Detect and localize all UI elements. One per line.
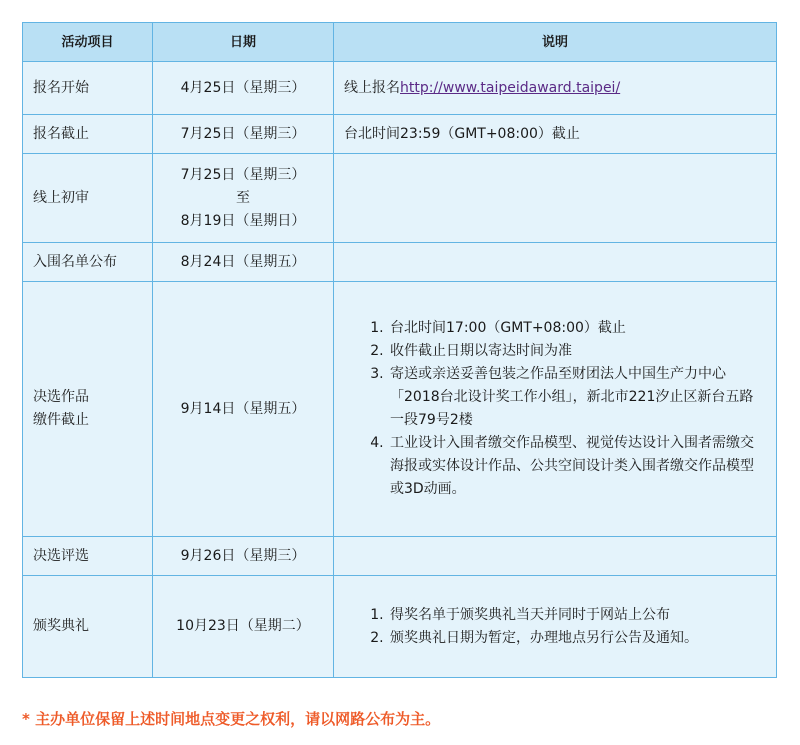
list-item: 1. 得奖名单于颁奖典礼当天并同时于网站上公布 <box>388 604 766 627</box>
date-line: 7月25日（星期三） <box>180 166 306 183</box>
description-cell <box>334 243 777 282</box>
date-line: 9月14日（星期五） <box>180 400 306 417</box>
event-cell: 线上初审 <box>23 154 153 243</box>
table-row <box>23 576 777 678</box>
list-item: 3. 寄送或亲送妥善包装之作品至财团法人中国生产力中心「2018台北设计奖工作小组」，新北市221汐止区新台五路一段79号2楼 <box>388 363 766 432</box>
date-cell <box>153 243 334 282</box>
header-row <box>23 23 777 62</box>
header-description: 说明 <box>334 23 777 62</box>
list-item: 4. 工业设计入围者缴交作品模型、视觉传达设计入围者需缴交海报或实体设计作品、公共空间设计类入围者缴交作品模型或3D动画。 <box>388 432 766 501</box>
event-cell: 入围名单公布 <box>23 243 153 282</box>
description-cell <box>334 154 777 243</box>
disclaimer-note: * 主办单位保留上述时间地点变更之权利，请以网路公布为主。 <box>22 710 441 728</box>
date-cell <box>153 282 334 537</box>
description-cell <box>334 282 777 537</box>
description-cell <box>334 537 777 576</box>
website-link[interactable]: http://www.taipeidaward.taipei/ <box>400 79 621 96</box>
description-list <box>344 317 766 501</box>
description-cell <box>334 62 777 115</box>
table-row <box>23 537 777 576</box>
list-item: 1. 台北时间17:00（GMT+08:00）截止 <box>388 317 766 340</box>
event-cell: 决选评选 <box>23 537 153 576</box>
event-cell: 报名开始 <box>23 62 153 115</box>
event-cell: 报名截止 <box>23 115 153 154</box>
date-cell <box>153 62 334 115</box>
list-item: 2. 收件截止日期以寄达时间为准 <box>388 340 766 363</box>
date-line: 7月25日（星期三） <box>180 125 306 142</box>
date-cell <box>153 154 334 243</box>
table-row <box>23 282 777 537</box>
description-cell <box>334 576 777 678</box>
table-row <box>23 154 777 243</box>
date-line: 8月24日（星期五） <box>180 253 306 270</box>
header-date: 日期 <box>153 23 334 62</box>
date-line: 9月26日（星期三） <box>180 547 306 564</box>
description-list <box>344 604 766 650</box>
date-cell <box>153 115 334 154</box>
table-row <box>23 62 777 115</box>
list-item: 2. 颁奖典礼日期为暂定，办理地点另行公告及通知。 <box>388 627 766 650</box>
event-line: 缴件截止 <box>33 412 89 428</box>
date-line: 4月25日（星期三） <box>180 79 306 96</box>
table-row <box>23 115 777 154</box>
date-line: 8月19日（星期日） <box>180 212 306 229</box>
event-cell <box>23 282 153 537</box>
date-cell <box>153 537 334 576</box>
description-text: 线上报名 <box>344 79 400 96</box>
event-line: 决选作品 <box>33 389 89 405</box>
header-event: 活动项目 <box>23 23 153 62</box>
schedule-table <box>22 22 777 678</box>
description-cell: 台北时间23:59（GMT+08:00）截止 <box>334 115 777 154</box>
date-line: 10月23日（星期二） <box>176 618 310 634</box>
date-line: 至 <box>236 189 250 206</box>
event-cell: 颁奖典礼 <box>23 576 153 678</box>
table-row <box>23 243 777 282</box>
date-cell <box>153 576 334 678</box>
